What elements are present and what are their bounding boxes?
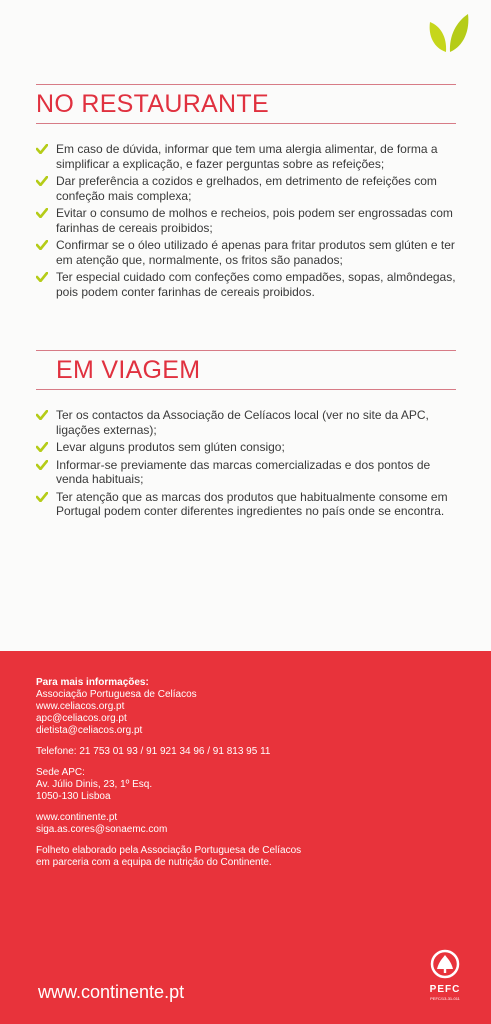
continente-email-link[interactable]: siga.as.cores@sonaemc.com [36,824,168,835]
item-text: Ter atenção que as marcas dos produtos que habitualmente consome em Portugal podem conter diferentes ingredientes no país onde se encontra. [56,489,448,518]
item-text: Dar preferência a cozidos e grelhados, em detrimento de refeições com confeção mais complexa; [56,174,437,203]
item-text: Confirmar se o óleo utilizado é apenas para fritar produtos sem glúten e ter em atenção que, normalmente, os fritos são panados; [56,238,455,267]
divider [36,84,456,85]
address-line: 1050-130 Lisboa [36,791,111,802]
list-item [36,458,461,487]
item-text: Ter especial cuidado com confeções como empadões, sopas, almôndegas, pois podem conter farinhas de cereais proibidos. [56,270,456,299]
list-item [36,238,461,267]
org-email-link[interactable]: apc@celiacos.org.pt [36,713,127,724]
sede-label: Sede APC: [36,767,85,778]
checkmark-icon [36,176,48,186]
divider [36,389,456,390]
item-text: Em caso de dúvida, informar que tem uma alergia alimentar, de forma a simplificar a explicação, e fazer perguntas sobre as refeições; [56,142,438,171]
list-item [36,174,461,203]
phone-numbers: Telefone: 21 753 01 93 / 91 921 34 96 / 91 813 95 11 [36,746,271,757]
checkmark-icon [36,144,48,154]
divider [36,123,456,124]
checkmark-icon [36,272,48,282]
item-text: Informar-se previamente das marcas comercializadas e dos pontos de venda habituais; [56,457,431,486]
section-title: EM VIAGEM [56,356,201,384]
pefc-logo-icon [428,949,462,979]
checkmark-icon [36,460,48,470]
address-line: Av. Júlio Dinis, 23, 1º Esq. [36,779,153,790]
list-item [36,440,461,455]
viagem-section [36,350,456,390]
viagem-list [36,408,461,522]
checkmark-icon [36,410,48,420]
checkmark-icon [36,240,48,250]
checkmark-icon [36,442,48,452]
list-item [36,490,461,519]
contact-info [36,677,436,869]
org-website-link[interactable]: www.celiacos.org.pt [36,701,125,712]
footer-website-link[interactable]: www.continente.pt [38,982,185,1002]
item-text: Levar alguns produtos sem glúten consigo; [56,440,285,454]
list-item [36,206,461,235]
divider [36,350,456,351]
checkmark-icon [36,492,48,502]
pefc-label: PEFC [429,984,461,995]
leaf-logo-icon [426,10,470,54]
section-title: NO RESTAURANTE [36,90,269,118]
credit-line: Folheto elaborado pela Associação Portuguesa de Celíacos [36,845,302,856]
credit-line: em parceria com a equipa de nutrição do Continente. [36,857,272,868]
contact-panel [0,651,491,1024]
continente-website-link[interactable]: www.continente.pt [36,812,118,823]
org-name: Associação Portuguesa de Celíacos [36,689,197,700]
restaurante-list [36,142,461,302]
list-item [36,270,461,299]
item-text: Ter os contactos da Associação de Celíacos local (ver no site da APC, ligações externas); [56,408,429,437]
restaurante-section [36,84,456,124]
pefc-code: PEFC/13-31-011 [430,996,460,1001]
checkmark-icon [36,208,48,218]
pefc-logo [422,949,468,1001]
item-text: Evitar o consumo de molhos e recheios, pois podem ser engrossadas com farinhas de cereais proibidos; [56,206,453,235]
list-item [36,408,461,437]
info-heading: Para mais informações: [36,677,149,688]
dietitian-email-link[interactable]: dietista@celiacos.org.pt [36,725,143,736]
list-item [36,142,461,171]
